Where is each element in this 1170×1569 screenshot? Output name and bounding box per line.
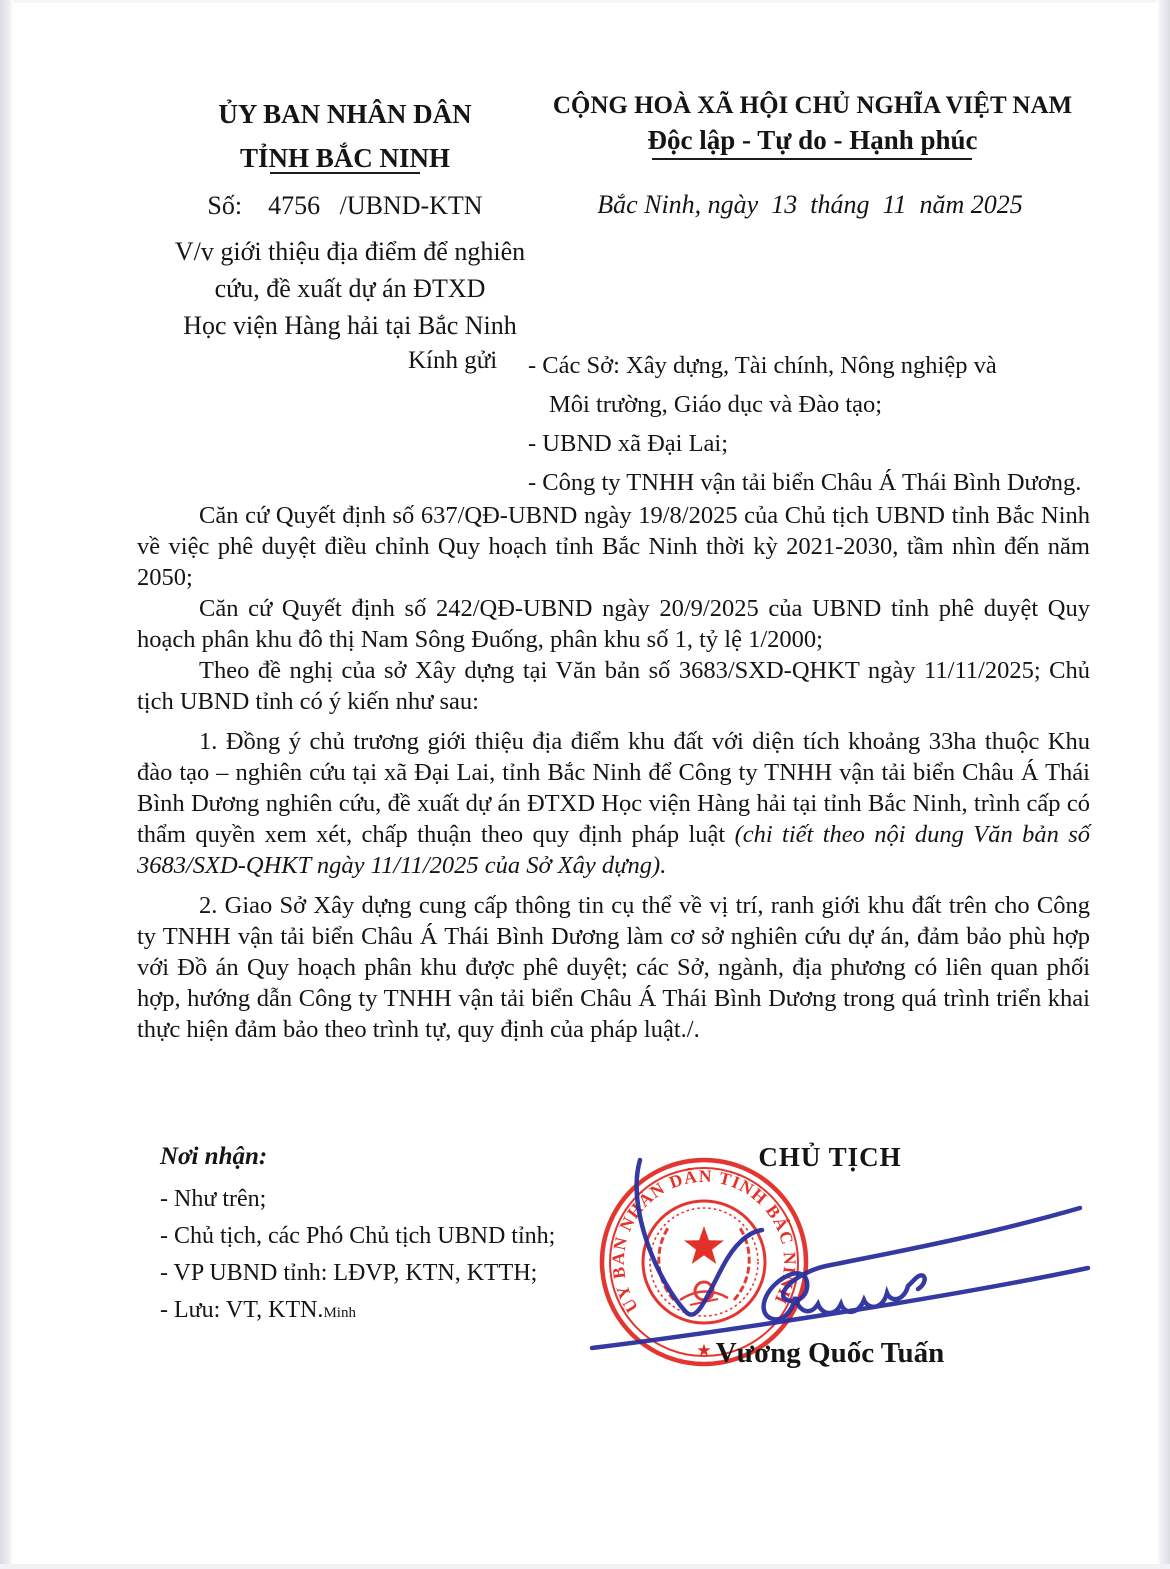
page-edge-top	[0, 0, 1170, 3]
body-paragraph-4-main: 1. Đồng ý chủ trương giới thiệu địa điểm khu đất với diện tích khoảng 33ha thuộc Khu đào tạo – nghiên cứu tại xã Đại Lai, tỉnh Bắc Ninh để Công ty TNHH vận tải biển Châu Á Thái Bình Dương nghiên cứu, đề xuất dự án ĐTXD Học viện Hàng hải tại tỉnh Bắc Ninh, trình cấp có thẩm quyền xem xét, chấp thuận theo quy định pháp luật	[137, 728, 1090, 848]
signature-stroke	[637, 1160, 762, 1315]
signer-title: CHỦ TỊCH	[758, 1142, 902, 1172]
signer-name: Vương Quốc Tuấn	[715, 1337, 945, 1369]
salutation-label: Kính gửi	[408, 347, 498, 374]
national-header-line2: Độc lập - Tự do - Hạnh phúc	[647, 125, 978, 155]
body-paragraph-2: Căn cứ Quyết định số 242/QĐ-UBND ngày 20/9/2025 của UBND tỉnh phê duyệt Quy hoạch phân khu đô thị Nam Sông Đuống, phân khu số 1, tỷ lệ 1/2000;	[137, 595, 1090, 653]
subject-line: Học viện Hàng hải tại Bắc Ninh	[183, 311, 517, 340]
recipient-line: - Các Sở: Xây dựng, Tài chính, Nông nghiệp và	[528, 352, 997, 379]
copy-recipients-list	[160, 1181, 590, 1332]
motto-underline	[652, 158, 972, 160]
copy-recipient-line: - Như trên;	[160, 1186, 267, 1212]
copy-recipient-line: - VP UBND tỉnh: LĐVP, KTN, KTTH;	[160, 1260, 538, 1286]
copy-recipient-line: - Chủ tịch, các Phó Chủ tịch UBND tỉnh;	[160, 1223, 556, 1249]
subject-line: V/v giới thiệu địa điểm để nghiên	[174, 237, 526, 266]
page-edge-right	[1157, 0, 1170, 1569]
body-paragraph-3: Theo đề nghị của sở Xây dựng tại Văn bản số 3683/SXD-QHKT ngày 11/11/2025; Chủ tịch UBND tỉnh có ý kiến như sau:	[137, 657, 1090, 715]
issuing-authority	[170, 92, 520, 180]
copy-recipient-luu: - Lưu: VT, KTN.	[160, 1297, 324, 1323]
recipient-line-continuation: Môi trường, Giáo dục và Đào tạo;	[549, 391, 883, 418]
copy-recipient-line	[160, 1292, 590, 1332]
body-paragraph-4	[137, 726, 1090, 881]
body-paragraph-1: Căn cứ Quyết định số 637/QĐ-UBND ngày 19/8/2025 của Chủ tịch UBND tỉnh Bắc Ninh về việc phê duyệt điều chỉnh Quy hoạch tỉnh Bắc Ninh thời kỳ 2021-2030, tầm nhìn đến năm 2050;	[137, 502, 1090, 591]
seal-arc-text: ỦY BAN NHÂN DÂN TỈNH BẮC NINH	[607, 1165, 801, 1317]
recipient-line: - UBND xã Đại Lai;	[528, 430, 729, 457]
document-number: Số: 4756 /UBND-KTN	[207, 191, 483, 220]
signature-icon	[556, 1146, 1096, 1356]
subject-line: cứu, đề xuất dự án ĐTXD	[214, 274, 486, 303]
page-edge-left	[0, 0, 13, 1569]
recipient-line: - Công ty TNHH vận tải biển Châu Á Thái Bình Dương.	[528, 469, 1082, 496]
copy-recipients-heading: Nơi nhận:	[160, 1143, 268, 1170]
recipient-list	[528, 346, 1108, 502]
issuing-authority-line2: TỈNH BẮC NINH	[239, 143, 451, 173]
national-header-line1: CỘNG HOÀ XÃ HỘI CHỦ NGHĨA VIỆT NAM	[552, 92, 1073, 119]
clerk-initials: Minh	[323, 1305, 356, 1321]
issuing-authority-line1: ỦY BAN NHÂN DÂN	[218, 99, 472, 129]
seal-star-icon: ★	[696, 1341, 712, 1360]
body-paragraph-5: 2. Giao Sở Xây dựng cung cấp thông tin cụ thể về vị trí, ranh giới khu đất trên cho Công ty TNHH vận tải biển Châu Á Thái Bình Dương làm cơ sở nghiên cứu dự án, đảm bảo phù hợp với Đồ án Quy hoạch phân khu được phê duyệt; các Sở, ngành, địa phương có liên quan phối hợp, hướng dẫn Công ty TNHH vận tải biển Châu Á Thái Bình Dương trong quá trình triển khai thực hiện đảm bảo theo trình tự, quy định của pháp luật./.	[137, 892, 1090, 1043]
authority-underline	[270, 172, 420, 174]
body-paragraph-4-reference: (chi tiết theo nội dung Văn bản số 3683/SXD-QHKT ngày 11/11/2025 của Sở Xây dựng).	[137, 821, 1090, 879]
document-body	[137, 500, 1090, 1045]
page-edge-bottom	[0, 1564, 1170, 1569]
signature-stroke	[764, 1208, 1080, 1319]
date-line: Bắc Ninh, ngày 13 tháng 11 năm 2025	[597, 190, 1023, 219]
document-subject	[150, 233, 550, 344]
